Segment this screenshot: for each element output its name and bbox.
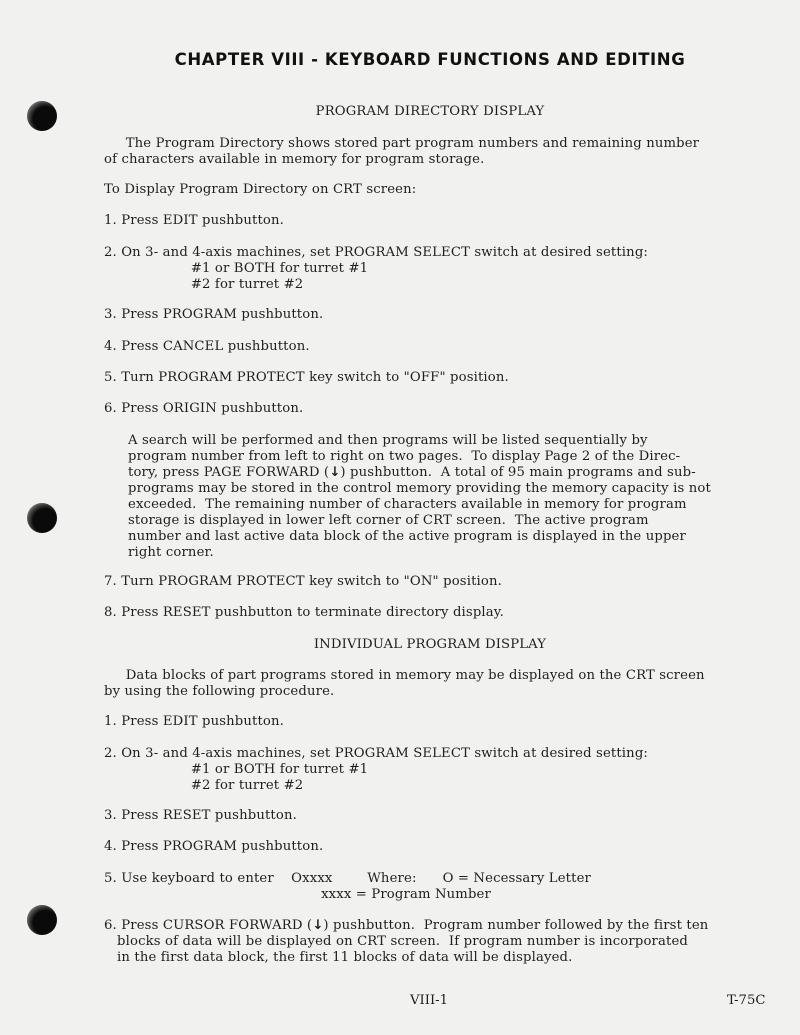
step-5: 5. Turn PROGRAM PROTECT key switch to "OFF" position. <box>104 370 509 385</box>
binder-hole <box>27 905 57 935</box>
step-5b: 5. Use keyboard to enter Oxxxx Where: O = Necessary Letter xxxx = Program Number <box>104 871 591 902</box>
search-paragraph: A search will be performed and then programs will be listed sequentially by program number from left to right on two pages. To display Page 2 of the Direc- tory, press PAGE FORWARD (↓) pushbutton. A total of 95 main programs and sub- programs may be stored in the control memory providing the memory capacity is not exceeded. The remaining number of characters available in memory for program storage is displayed in lower left corner of CRT screen. The active program number and last active data block of the active program is displayed in the upper right corner. <box>128 433 711 560</box>
step-6b: 6. Press CURSOR FORWARD (↓) pushbutton. Program number followed by the first ten blocks of data will be displayed on CRT screen. If program number is incorporated in the first data block, the first 11 blocks of data will be displayed. <box>104 918 709 965</box>
procedure-lead: To Display Program Directory on CRT screen: <box>104 182 417 197</box>
step-6: 6. Press ORIGIN pushbutton. <box>104 401 304 416</box>
intro-paragraph: The Program Directory shows stored part program numbers and remaining number of characters available in memory for program storage. <box>104 136 700 167</box>
step-1: 1. Press EDIT pushbutton. <box>104 213 284 228</box>
step-1b: 1. Press EDIT pushbutton. <box>104 714 284 729</box>
section-heading-directory: PROGRAM DIRECTORY DISPLAY <box>315 104 545 119</box>
step-3b: 3. Press RESET pushbutton. <box>104 808 297 823</box>
step-2: 2. On 3- and 4-axis machines, set PROGRAM SELECT switch at desired setting: #1 or BOTH for turret #1 #2 for turret #2 <box>104 245 649 292</box>
binder-hole <box>27 503 57 533</box>
step-2b: 2. On 3- and 4-axis machines, set PROGRAM SELECT switch at desired setting: #1 or BOTH for turret #1 #2 for turret #2 <box>104 746 649 793</box>
step-8: 8. Press RESET pushbutton to terminate directory display. <box>104 605 504 620</box>
intro-paragraph-2: Data blocks of part programs stored in memory may be displayed on the CRT screen by using the following procedure. <box>104 668 705 699</box>
chapter-title: CHAPTER VIII - KEYBOARD FUNCTIONS AND EDITING <box>174 50 686 69</box>
step-7: 7. Turn PROGRAM PROTECT key switch to "ON" position. <box>104 574 502 589</box>
step-3: 3. Press PROGRAM pushbutton. <box>104 307 324 322</box>
page-number: VIII-1 <box>410 993 448 1008</box>
down-arrow-icon: ↓ <box>329 465 341 480</box>
down-arrow-icon: ↓ <box>312 918 324 933</box>
step-4: 4. Press CANCEL pushbutton. <box>104 339 310 354</box>
section-heading-individual: INDIVIDUAL PROGRAM DISPLAY <box>313 637 547 652</box>
step-4b: 4. Press PROGRAM pushbutton. <box>104 839 324 854</box>
document-code: T-75C <box>727 993 766 1008</box>
